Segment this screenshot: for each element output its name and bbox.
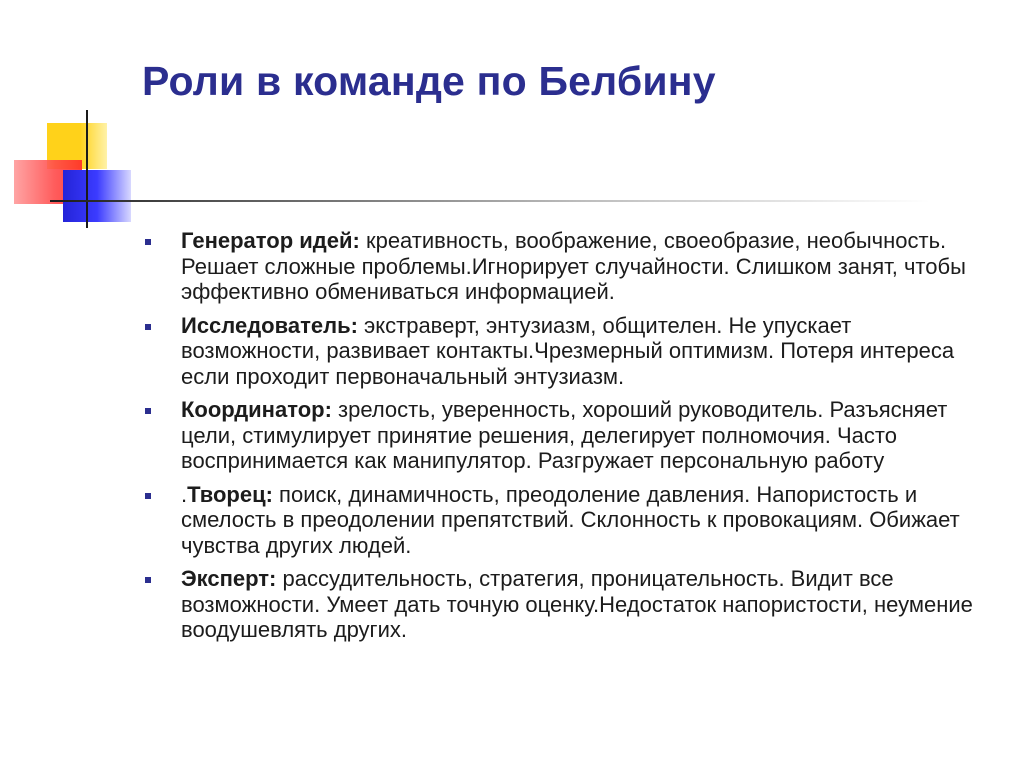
role-term: Творец:	[187, 481, 273, 507]
role-term: Генератор идей:	[181, 228, 360, 253]
vertical-divider-line	[86, 110, 88, 228]
square-bullet-icon	[145, 577, 151, 583]
role-description: экстраверт, энтузиазм, общителен. Не упускает возможности, развивает контакты.Чрезмерный оптимизм. Потеря интереса если проходит первоначальный энтузиазм.	[181, 312, 955, 389]
blue-square-decoration	[63, 170, 131, 222]
yellow-square-decoration	[47, 123, 107, 169]
role-term: Координатор:	[181, 397, 332, 422]
horizontal-divider-line	[50, 200, 930, 202]
role-description: рассудительность, стратегия, проницательность. Видит все возможности. Умеет дать точную оценку.Недостаток напористости, неумение воодушевлять других.	[181, 566, 973, 642]
square-bullet-icon	[145, 408, 151, 414]
role-text	[181, 482, 990, 559]
role-prefix: .	[181, 481, 188, 507]
role-text	[181, 566, 990, 643]
list-item-expert	[140, 566, 990, 643]
list-item-creator	[140, 482, 990, 559]
role-description: поиск, динамичность, преодоление давления. Напористость и смелость в преодолении препятствий. Склонность к провокациям. Обижает чувства других людей.	[181, 481, 960, 558]
roles-list	[140, 228, 990, 651]
decorative-squares	[0, 0, 1024, 240]
list-item-researcher	[140, 313, 990, 390]
role-description: зрелость, уверенность, хороший руководитель. Разъясняет цели, стимулирует принятие решения, делегирует полномочия. Часто воспринимается как манипулятор. Разгружает персональную работу	[181, 397, 948, 473]
square-bullet-icon	[145, 239, 151, 245]
role-description: креативность, воображение, своеобразие, необычность. Решает сложные проблемы.Игнорирует случайности. Слишком занят, чтобы эффективно обмениваться информацией.	[181, 228, 966, 304]
role-term: Исследователь:	[181, 312, 358, 338]
role-text	[181, 397, 990, 474]
slide-title: Роли в команде по Белбину	[142, 58, 716, 104]
role-text	[181, 228, 990, 305]
role-term: Эксперт:	[181, 566, 277, 591]
list-item-coordinator	[140, 397, 990, 474]
role-text	[181, 313, 990, 390]
list-item-generator	[140, 228, 990, 305]
square-bullet-icon	[145, 324, 151, 330]
square-bullet-icon	[145, 493, 151, 499]
red-square-decoration	[14, 160, 82, 204]
